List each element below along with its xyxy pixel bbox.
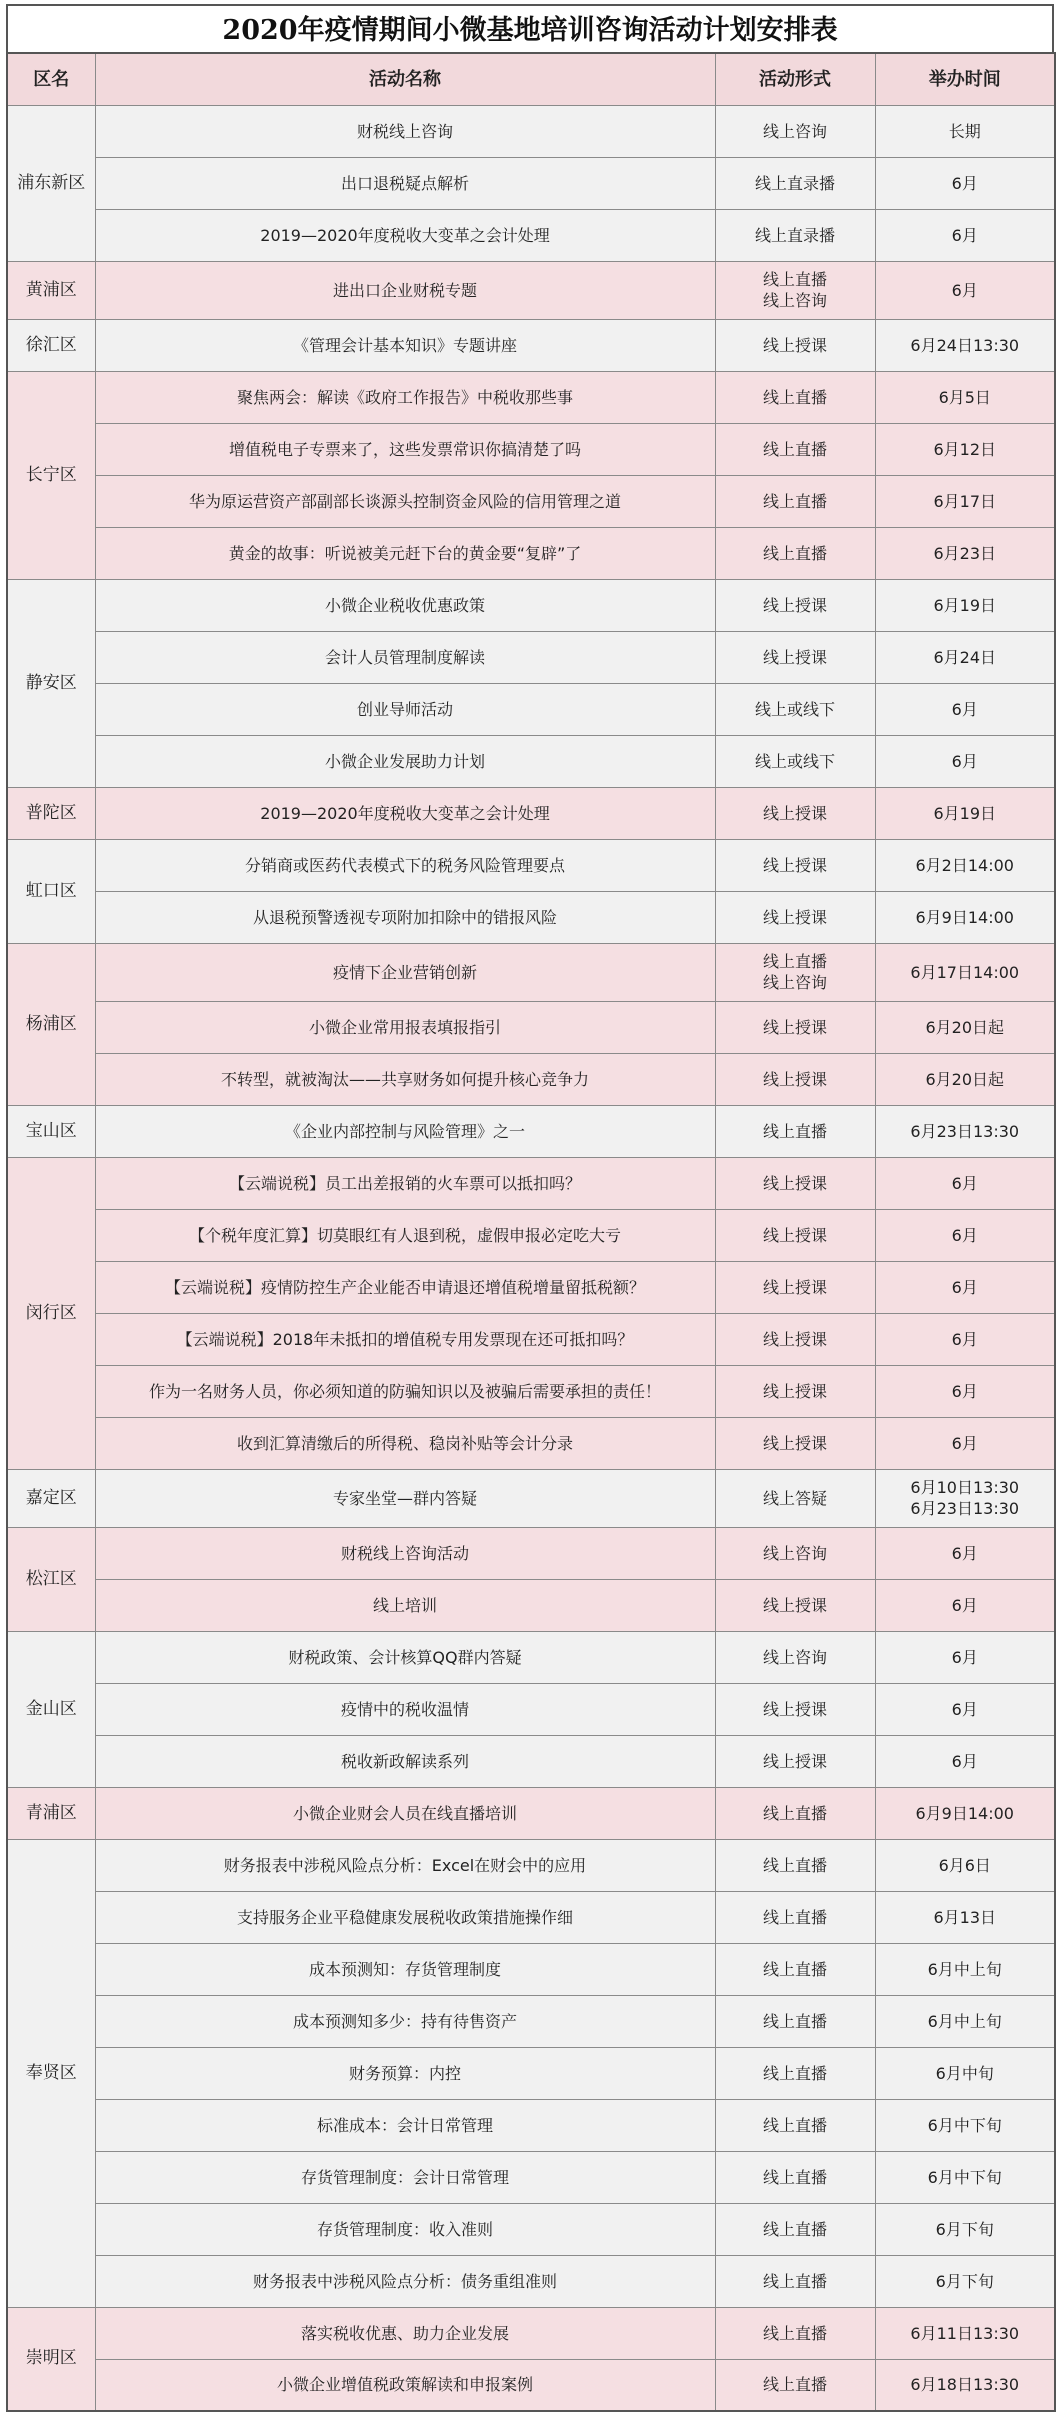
activity-form-cell: 线上直播	[715, 423, 875, 475]
table-row	[7, 1053, 1055, 1105]
district-cell: 嘉定区	[7, 1469, 95, 1527]
table-row	[7, 1157, 1055, 1209]
table-row	[7, 2099, 1055, 2151]
activity-time-cell: 6月	[875, 1365, 1055, 1417]
schedule-body	[7, 105, 1055, 2411]
table-row	[7, 943, 1055, 1001]
district-cell: 虹口区	[7, 839, 95, 943]
table-row	[7, 423, 1055, 475]
activity-time-cell: 6月	[875, 261, 1055, 319]
activity-form-cell: 线上直播	[715, 1891, 875, 1943]
table-row	[7, 1839, 1055, 1891]
table-row	[7, 475, 1055, 527]
activity-name-cell: 不转型，就被淘汰——共享财务如何提升核心竞争力	[95, 1053, 715, 1105]
activity-name-cell: 成本预测知多少：持有待售资产	[95, 1995, 715, 2047]
activity-name-cell: 小微企业增值税政策解读和申报案例	[95, 2359, 715, 2411]
activity-time-cell: 6月中下旬	[875, 2151, 1055, 2203]
activity-time-cell: 6月	[875, 1157, 1055, 1209]
activity-time-cell: 6月10日13:30 6月23日13:30	[875, 1469, 1055, 1527]
activity-time-cell: 6月12日	[875, 423, 1055, 475]
table-row	[7, 1313, 1055, 1365]
activity-form-cell: 线上授课	[715, 1157, 875, 1209]
district-cell: 黄浦区	[7, 261, 95, 319]
table-row	[7, 631, 1055, 683]
activity-form-cell: 线上直播	[715, 1839, 875, 1891]
table-row	[7, 1891, 1055, 1943]
activity-form-cell: 线上直播	[715, 1995, 875, 2047]
activity-name-cell: 进出口企业财税专题	[95, 261, 715, 319]
header-activity-form: 活动形式	[715, 53, 875, 105]
activity-time-cell: 6月19日	[875, 579, 1055, 631]
table-row	[7, 683, 1055, 735]
activity-name-cell: 成本预测知：存货管理制度	[95, 1943, 715, 1995]
activity-name-cell: 黄金的故事：听说被美元赶下台的黄金要“复辟”了	[95, 527, 715, 579]
activity-name-cell: 小微企业税收优惠政策	[95, 579, 715, 631]
activity-time-cell: 6月23日13:30	[875, 1105, 1055, 1157]
table-row	[7, 2203, 1055, 2255]
activity-name-cell: 华为原运营资产部副部长谈源头控制资金风险的信用管理之道	[95, 475, 715, 527]
table-row	[7, 787, 1055, 839]
district-cell: 长宁区	[7, 371, 95, 579]
activity-name-cell: 聚焦两会：解读《政府工作报告》中税收那些事	[95, 371, 715, 423]
activity-time-cell: 6月20日起	[875, 1053, 1055, 1105]
activity-name-cell: 【云端说税】疫情防控生产企业能否申请退还增值税增量留抵税额？	[95, 1261, 715, 1313]
activity-name-cell: 疫情下企业营销创新	[95, 943, 715, 1001]
activity-time-cell: 6月中上旬	[875, 1943, 1055, 1995]
district-cell: 闵行区	[7, 1157, 95, 1469]
header-row	[7, 53, 1055, 105]
table-row	[7, 527, 1055, 579]
activity-form-cell: 线上直播	[715, 1105, 875, 1157]
activity-name-cell: 《企业内部控制与风险管理》之一	[95, 1105, 715, 1157]
activity-name-cell: 小微企业财会人员在线直播培训	[95, 1787, 715, 1839]
activity-form-cell: 线上咨询	[715, 105, 875, 157]
district-cell: 宝山区	[7, 1105, 95, 1157]
activity-form-cell: 线上授课	[715, 787, 875, 839]
activity-name-cell: 2019—2020年度税收大变革之会计处理	[95, 209, 715, 261]
activity-time-cell: 6月23日	[875, 527, 1055, 579]
table-row	[7, 735, 1055, 787]
activity-name-cell: 增值税电子专票来了，这些发票常识你搞清楚了吗	[95, 423, 715, 475]
activity-time-cell: 6月5日	[875, 371, 1055, 423]
activity-name-cell: 财务预算：内控	[95, 2047, 715, 2099]
activity-form-cell: 线上直播	[715, 1943, 875, 1995]
table-title: 2020年疫情期间小微基地培训咨询活动计划安排表	[6, 4, 1054, 52]
activity-form-cell: 线上直播	[715, 2307, 875, 2359]
activity-time-cell: 6月	[875, 1417, 1055, 1469]
table-row	[7, 2151, 1055, 2203]
table-row	[7, 1417, 1055, 1469]
activity-time-cell: 6月11日13:30	[875, 2307, 1055, 2359]
district-cell: 普陀区	[7, 787, 95, 839]
activity-form-cell: 线上直播	[715, 475, 875, 527]
activity-form-cell: 线上授课	[715, 1313, 875, 1365]
activity-name-cell: 作为一名财务人员，你必须知道的防骗知识以及被骗后需要承担的责任！	[95, 1365, 715, 1417]
table-row	[7, 261, 1055, 319]
table-row	[7, 319, 1055, 371]
activity-time-cell: 6月13日	[875, 1891, 1055, 1943]
activity-time-cell: 6月	[875, 1261, 1055, 1313]
activity-time-cell: 6月6日	[875, 1839, 1055, 1891]
schedule-table	[6, 52, 1056, 2412]
activity-form-cell: 线上咨询	[715, 1631, 875, 1683]
activity-time-cell: 6月	[875, 1631, 1055, 1683]
activity-name-cell: 支持服务企业平稳健康发展税收政策措施操作细	[95, 1891, 715, 1943]
table-row	[7, 891, 1055, 943]
activity-time-cell: 6月2日14:00	[875, 839, 1055, 891]
activity-time-cell: 6月中旬	[875, 2047, 1055, 2099]
district-cell: 崇明区	[7, 2307, 95, 2411]
activity-time-cell: 6月9日14:00	[875, 891, 1055, 943]
table-row	[7, 157, 1055, 209]
activity-time-cell: 6月	[875, 209, 1055, 261]
table-row	[7, 2047, 1055, 2099]
activity-form-cell: 线上直播	[715, 2359, 875, 2411]
activity-form-cell: 线上授课	[715, 1209, 875, 1261]
activity-time-cell: 6月	[875, 1313, 1055, 1365]
activity-name-cell: 从退税预警透视专项附加扣除中的错报风险	[95, 891, 715, 943]
activity-form-cell: 线上直播	[715, 2255, 875, 2307]
activity-name-cell: 专家坐堂—群内答疑	[95, 1469, 715, 1527]
table-row	[7, 839, 1055, 891]
activity-form-cell: 线上咨询	[715, 1527, 875, 1579]
activity-form-cell: 线上授课	[715, 839, 875, 891]
activity-form-cell: 线上授课	[715, 891, 875, 943]
activity-name-cell: 出口退税疑点解析	[95, 157, 715, 209]
activity-form-cell: 线上或线下	[715, 683, 875, 735]
activity-time-cell: 6月20日起	[875, 1001, 1055, 1053]
activity-time-cell: 6月	[875, 1527, 1055, 1579]
activity-name-cell: 疫情中的税收温情	[95, 1683, 715, 1735]
activity-form-cell: 线上授课	[715, 1001, 875, 1053]
district-cell: 松江区	[7, 1527, 95, 1631]
table-row	[7, 1209, 1055, 1261]
activity-name-cell: 【个税年度汇算】切莫眼红有人退到税，虚假申报必定吃大亏	[95, 1209, 715, 1261]
activity-form-cell: 线上授课	[715, 1579, 875, 1631]
activity-form-cell: 线上授课	[715, 579, 875, 631]
activity-name-cell: 创业导师活动	[95, 683, 715, 735]
table-row	[7, 579, 1055, 631]
district-cell: 奉贤区	[7, 1839, 95, 2307]
table-row	[7, 1527, 1055, 1579]
activity-name-cell: 小微企业常用报表填报指引	[95, 1001, 715, 1053]
activity-form-cell: 线上授课	[715, 1053, 875, 1105]
schedule-sheet	[6, 4, 1054, 2412]
header-time: 举办时间	[875, 53, 1055, 105]
activity-name-cell: 存货管理制度：收入准则	[95, 2203, 715, 2255]
table-row	[7, 2359, 1055, 2411]
activity-name-cell: 收到汇算清缴后的所得税、稳岗补贴等会计分录	[95, 1417, 715, 1469]
activity-name-cell: 【云端说税】2018年未抵扣的增值税专用发票现在还可抵扣吗？	[95, 1313, 715, 1365]
activity-name-cell: 税收新政解读系列	[95, 1735, 715, 1787]
table-row	[7, 1105, 1055, 1157]
activity-time-cell: 6月下旬	[875, 2203, 1055, 2255]
table-row	[7, 1631, 1055, 1683]
district-cell: 金山区	[7, 1631, 95, 1787]
activity-name-cell: 《管理会计基本知识》专题讲座	[95, 319, 715, 371]
district-cell: 徐汇区	[7, 319, 95, 371]
table-row	[7, 1469, 1055, 1527]
activity-time-cell: 6月9日14:00	[875, 1787, 1055, 1839]
district-cell: 静安区	[7, 579, 95, 787]
activity-form-cell: 线上授课	[715, 1683, 875, 1735]
table-row	[7, 371, 1055, 423]
activity-name-cell: 2019—2020年度税收大变革之会计处理	[95, 787, 715, 839]
activity-name-cell: 线上培训	[95, 1579, 715, 1631]
activity-form-cell: 线上直播	[715, 371, 875, 423]
activity-form-cell: 线上授课	[715, 1365, 875, 1417]
activity-form-cell: 线上直播	[715, 2047, 875, 2099]
table-row	[7, 1787, 1055, 1839]
activity-form-cell: 线上直录播	[715, 157, 875, 209]
activity-form-cell: 线上答疑	[715, 1469, 875, 1527]
activity-name-cell: 【云端说税】员工出差报销的火车票可以抵扣吗？	[95, 1157, 715, 1209]
activity-name-cell: 标准成本：会计日常管理	[95, 2099, 715, 2151]
activity-time-cell: 6月24日	[875, 631, 1055, 683]
activity-name-cell: 小微企业发展助力计划	[95, 735, 715, 787]
table-row	[7, 1001, 1055, 1053]
activity-form-cell: 线上直播	[715, 2151, 875, 2203]
activity-name-cell: 存货管理制度：会计日常管理	[95, 2151, 715, 2203]
activity-time-cell: 6月	[875, 1209, 1055, 1261]
activity-name-cell: 会计人员管理制度解读	[95, 631, 715, 683]
table-row	[7, 1579, 1055, 1631]
activity-time-cell: 6月17日14:00	[875, 943, 1055, 1001]
activity-time-cell: 6月17日	[875, 475, 1055, 527]
activity-form-cell: 线上授课	[715, 1417, 875, 1469]
table-row	[7, 105, 1055, 157]
activity-form-cell: 线上授课	[715, 1735, 875, 1787]
activity-name-cell: 财税线上咨询	[95, 105, 715, 157]
district-cell: 浦东新区	[7, 105, 95, 261]
table-row	[7, 1943, 1055, 1995]
activity-form-cell: 线上授课	[715, 1261, 875, 1313]
activity-form-cell: 线上直录播	[715, 209, 875, 261]
activity-time-cell: 6月中上旬	[875, 1995, 1055, 2047]
header-activity-name: 活动名称	[95, 53, 715, 105]
activity-form-cell: 线上直播 线上咨询	[715, 943, 875, 1001]
activity-name-cell: 财税政策、会计核算QQ群内答疑	[95, 1631, 715, 1683]
activity-name-cell: 财务报表中涉税风险点分析：债务重组准则	[95, 2255, 715, 2307]
district-cell: 杨浦区	[7, 943, 95, 1105]
header-district: 区名	[7, 53, 95, 105]
activity-time-cell: 长期	[875, 105, 1055, 157]
activity-form-cell: 线上授课	[715, 319, 875, 371]
activity-form-cell: 线上直播	[715, 2203, 875, 2255]
activity-time-cell: 6月	[875, 157, 1055, 209]
activity-time-cell: 6月	[875, 683, 1055, 735]
table-row	[7, 1365, 1055, 1417]
activity-time-cell: 6月下旬	[875, 2255, 1055, 2307]
activity-form-cell: 线上直播	[715, 1787, 875, 1839]
activity-form-cell: 线上授课	[715, 631, 875, 683]
activity-name-cell: 落实税收优惠、助力企业发展	[95, 2307, 715, 2359]
activity-time-cell: 6月19日	[875, 787, 1055, 839]
activity-name-cell: 财务报表中涉税风险点分析：Excel在财会中的应用	[95, 1839, 715, 1891]
activity-form-cell: 线上直播 线上咨询	[715, 261, 875, 319]
activity-form-cell: 线上直播	[715, 2099, 875, 2151]
activity-time-cell: 6月	[875, 735, 1055, 787]
activity-time-cell: 6月18日13:30	[875, 2359, 1055, 2411]
activity-time-cell: 6月	[875, 1579, 1055, 1631]
activity-time-cell: 6月	[875, 1683, 1055, 1735]
table-row	[7, 2255, 1055, 2307]
table-row	[7, 1261, 1055, 1313]
table-row	[7, 1995, 1055, 2047]
district-cell: 青浦区	[7, 1787, 95, 1839]
activity-form-cell: 线上或线下	[715, 735, 875, 787]
table-row	[7, 1735, 1055, 1787]
activity-name-cell: 分销商或医药代表模式下的税务风险管理要点	[95, 839, 715, 891]
activity-time-cell: 6月	[875, 1735, 1055, 1787]
activity-name-cell: 财税线上咨询活动	[95, 1527, 715, 1579]
activity-time-cell: 6月中下旬	[875, 2099, 1055, 2151]
table-row	[7, 209, 1055, 261]
table-row	[7, 2307, 1055, 2359]
activity-form-cell: 线上直播	[715, 527, 875, 579]
activity-time-cell: 6月24日13:30	[875, 319, 1055, 371]
table-row	[7, 1683, 1055, 1735]
